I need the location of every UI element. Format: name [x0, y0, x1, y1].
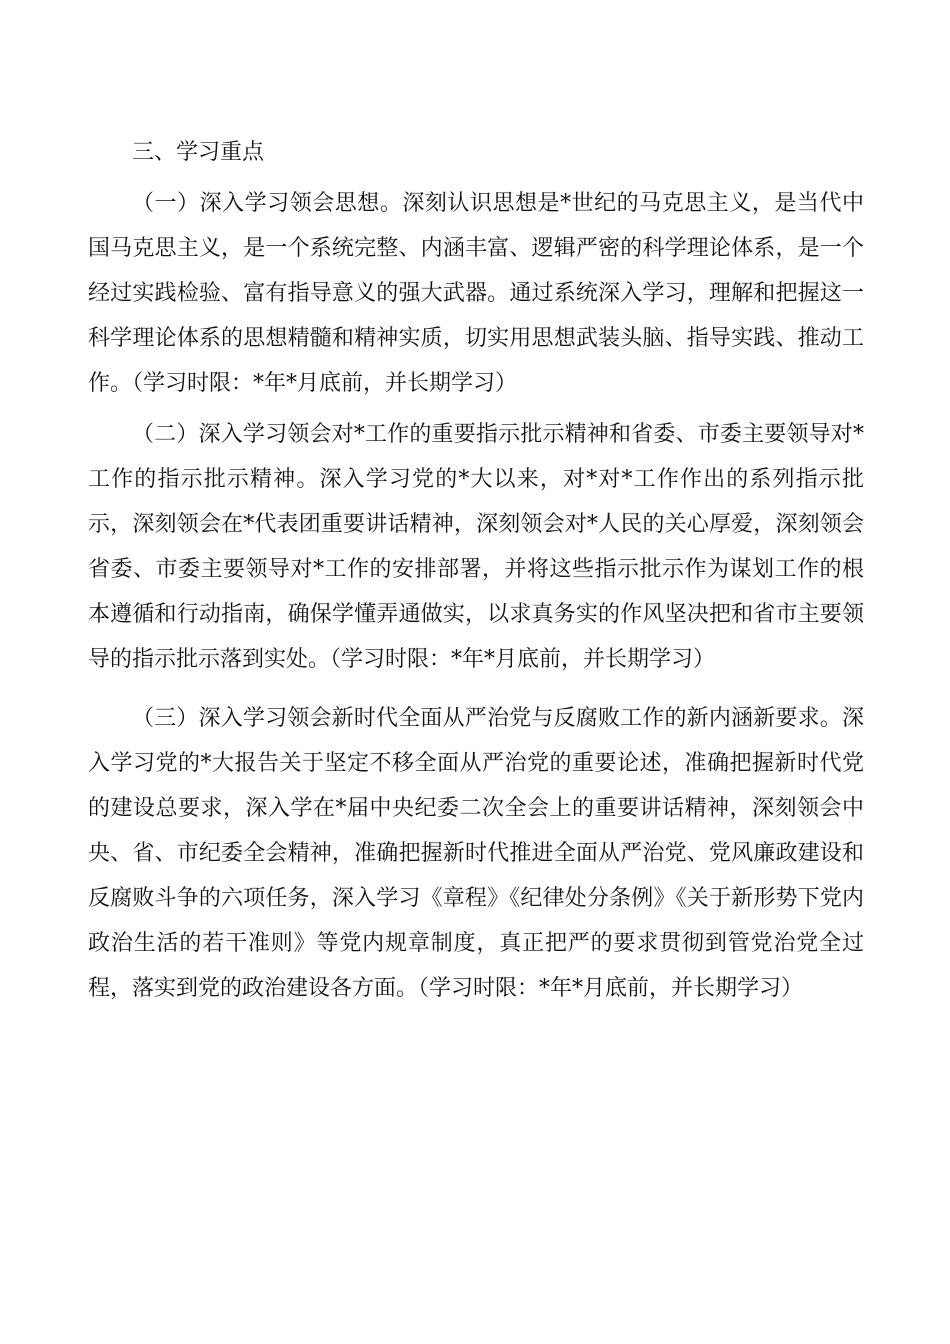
document-body — [88, 130, 864, 1011]
paragraph-2: （二）深入学习领会对*工作的重要指示批示精神和省委、市委主要领导对*工作的指示批示精神。深入学习党的*大以来，对*对*工作作出的系列指示批示，深刻领会在*代表团重要讲话精神，深刻领会对*人民的关心厚爱，深刻领会省委、市委主要领导对*工作的安排部署，并将这些指示批示作为谋划工作的根本遵循和行动指南，确保学懂弄通做实，以求真务实的作风坚决把和省市主要领导的指示批示落到实处。（学习时限：*年*月底前，并长期学习） — [88, 422, 864, 672]
section-heading: 三、学习重点 — [132, 140, 265, 165]
paragraph-1: （一）深入学习领会思想。深刻认识思想是*世纪的马克思主义，是当代中国马克思主义，是一个系统完整、内涵丰富、逻辑严密的科学理论体系，是一个经过实践检验、富有指导意义的强大武器。通过系统深入学习，理解和把握这一科学理论体系的思想精髓和精神实质，切实用思想武装头脑、指导实践、推动工作。（学习时限：*年*月底前，并长期学习） — [88, 191, 864, 396]
paragraph-3: （三）深入学习领会新时代全面从严治党与反腐败工作的新内涵新要求。深入学习党的*大报告关于坚定不移全面从严治党的重要论述，准确把握新时代党的建设总要求，深入学在*届中央纪委二次全会上的重要讲话精神，深刻领会中央、省、市纪委全会精神，准确把握新时代推进全面从严治党、党风廉政建设和反腐败斗争的六项任务，深入学习《章程》《纪律处分条例》《关于新形势下党内政治生活的若干准则》等党内规章制度，真正把严的要求贯彻到管党治党全过程，落实到党的政治建设各方面。（学习时限：*年*月底前，并长期学习） — [88, 706, 864, 1001]
